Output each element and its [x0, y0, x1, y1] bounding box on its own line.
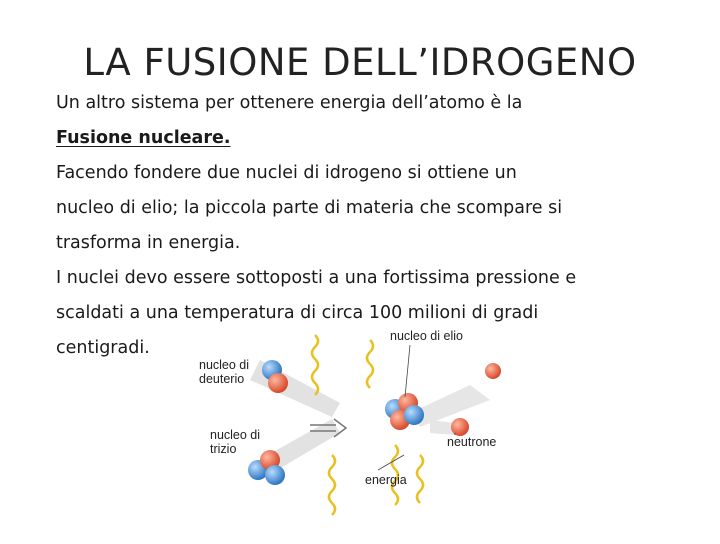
text-line: I nuclei devo essere sottoposti a una fortissima pressione e — [56, 268, 577, 288]
leader-line — [378, 455, 404, 470]
label-tritium: nucleo di trizio — [210, 428, 261, 456]
photon-wave-icon — [312, 335, 318, 395]
photon-wave-icon — [367, 340, 373, 388]
label-deuterium: nucleo di deuterio — [199, 358, 250, 386]
label-helium: nucleo di elio — [390, 329, 463, 343]
slide-title: LA FUSIONE DELL’IDROGENO — [83, 41, 637, 84]
photon-wave-icon — [329, 455, 335, 515]
text-line: nucleo di elio; la piccola parte di materia che scompare si — [56, 198, 563, 218]
text-line: scaldati a una temperatura di circa 100 milioni di gradi — [56, 303, 539, 323]
fusion-diagram — [110, 305, 720, 540]
helium-nucleus — [385, 393, 424, 430]
text-line: Facendo fondere due nuclei di idrogeno si ottiene un — [56, 163, 517, 183]
label-neutron: neutrone — [447, 435, 497, 449]
text-line: Un altro sistema per ottenere energia dell’atomo è la — [56, 93, 523, 113]
energy-wave-icon — [417, 455, 423, 503]
neutron-particle — [451, 418, 469, 436]
text-line: centigradi. — [56, 338, 150, 358]
text-line: trasforma in energia. — [56, 233, 241, 253]
text-line-bold: Fusione nucleare. — [56, 128, 231, 148]
label-energy: energia — [365, 473, 407, 487]
leader-line — [405, 345, 410, 397]
particle — [485, 363, 501, 379]
